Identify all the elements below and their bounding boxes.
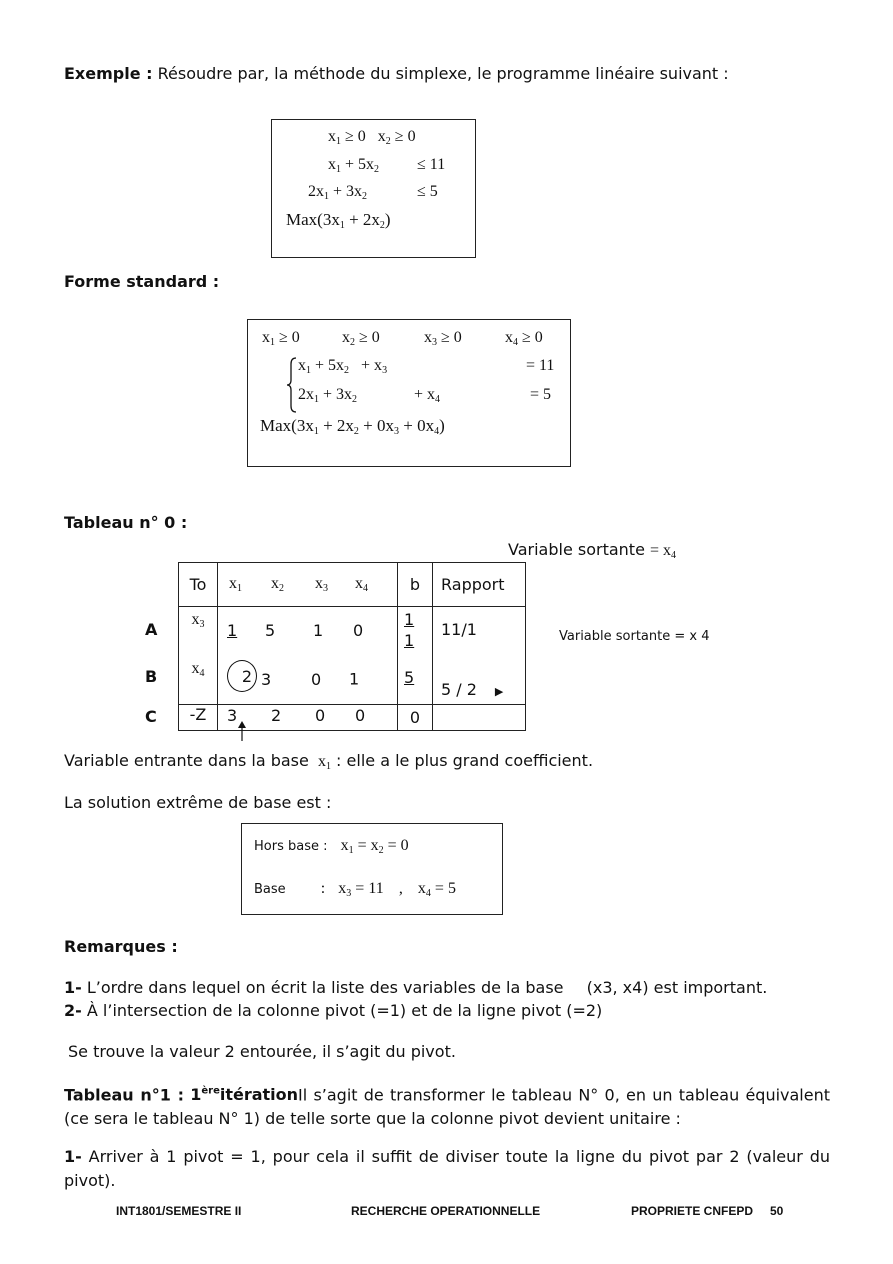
remarque-1: 1- L’ordre dans lequel on écrit la liste des variables de la base (x3, x4) est important. [64,978,768,997]
footer-right: PROPRIETE CNFEPD [631,1204,754,1218]
equation-2-slack: + $x_4$ [414,386,441,405]
header-rapport: Rapport [433,563,526,607]
objective-base: -Z [179,705,218,731]
rapport-cell: 11/1 5 / 2 ▶ [433,607,526,705]
program-line-1: $x_1 \ge 0$ $x_2 \ge 0$ [328,128,416,147]
variable-sortante-top: Variable sortante = $x_4$ [508,540,677,561]
program-box [271,119,476,258]
program-line-3-rhs: ≤ 5 [417,183,438,200]
footer-left: INT1801/SEMESTRE II [116,1204,242,1218]
table-header-row [179,563,526,607]
row-label-a: A [145,620,158,639]
constraint-x3: $x_3 \ge 0$ [424,329,462,348]
simplex-tableau-0 [178,562,526,731]
equation-1-rhs: = 11 [526,357,555,374]
equation-1: $x_1 + 5x_2$ + $x_3$ [298,357,388,376]
arrow-right-icon: ▶ [494,685,504,698]
remarque-3: Se trouve la valeur 2 entourée, il s’agit du pivot. [68,1042,456,1061]
coefficients-cell: 1 5 1 0 2 3 0 1 [218,607,398,705]
solution-title: La solution extrême de base est : [64,793,332,812]
example-text: Résoudre par, la méthode du simplexe, le programme linéaire suivant : [157,64,729,83]
b-cell: 1 1 5 [398,607,433,705]
solution-box [241,823,503,915]
example-label: Exemple : [64,64,153,83]
standard-objective: $Max(3x_1 + 2x_2 + 0x_3 + 0x_4)$ [260,416,445,437]
variable-sortante-side: Variable sortante = x 4 [559,629,710,644]
hors-base-line: Hors base : $x_1 = x_2 = 0$ [254,837,409,856]
row-label-c: C [145,707,157,726]
standard-form-title: Forme standard : [64,272,220,291]
constraint-x1: $x_1 \ge 0$ [262,329,300,348]
pivot-value: 2 [241,667,252,686]
constraint-x4: $x_4 \ge 0$ [505,329,543,348]
row-label-b: B [145,667,158,686]
page-number: 50 [770,1204,784,1218]
variable-entrante: Variable entrante dans la base $x_1$ : elle a le plus grand coefficient. [64,751,594,772]
brace-icon [286,356,298,414]
step-1-paragraph: 1- Arriver à 1 pivot = 1, pour cela il suffit de diviser toute la ligne du pivot par 2 (valeur du pivot). [64,1147,831,1190]
footer-center: RECHERCHE OPERATIONNELLE [351,1204,541,1218]
base-cell: $x_3$ $x_4$ [179,607,218,705]
header-b: b [398,563,433,607]
header-variables: $x_1$ $x_2$ $x_3$ $x_4$ [218,563,398,607]
header-to: To [179,563,218,607]
constraint-x2: $x_2 \ge 0$ [342,329,380,348]
pivot-circle [227,660,257,692]
equation-2-rhs: = 5 [530,386,552,403]
program-objective: $Max(3x_1 + 2x_2)$ [286,210,391,231]
tableau1-paragraph: Tableau n°1 : 1èreitérationIl s’agit de transformer le tableau N° 0, en un tableau équivalent (ce sera le tableau N° 1) de telle sorte que la colonne pivot devient unitaire : [64,1085,831,1129]
objective-rapport [433,705,526,731]
program-line-3: $2x_1 + 3x_2$ [308,183,368,202]
base-line: Base : $x_3 = 11$ , $x_4 = 5$ [254,880,456,899]
equation-2: $2x_1 + 3x_2$ [298,386,358,405]
table-row [179,607,526,705]
program-line-2-rhs: ≤ 11 [417,156,446,173]
standard-form-box [247,319,571,467]
example-heading [64,64,729,83]
tableau0-title: Tableau n° 0 : [64,513,188,532]
remarques-title: Remarques : [64,937,178,956]
table-row [179,705,526,731]
objective-b: 0 [398,705,433,731]
arrow-up-icon [236,720,248,742]
remarque-2: 2- À l’intersection de la colonne pivot (=1) et de la ligne pivot (=2) [64,1001,603,1020]
program-line-2: $x_1 + 5x_2$ [328,156,380,175]
objective-coefficients: 3 2 0 0 [218,705,398,731]
